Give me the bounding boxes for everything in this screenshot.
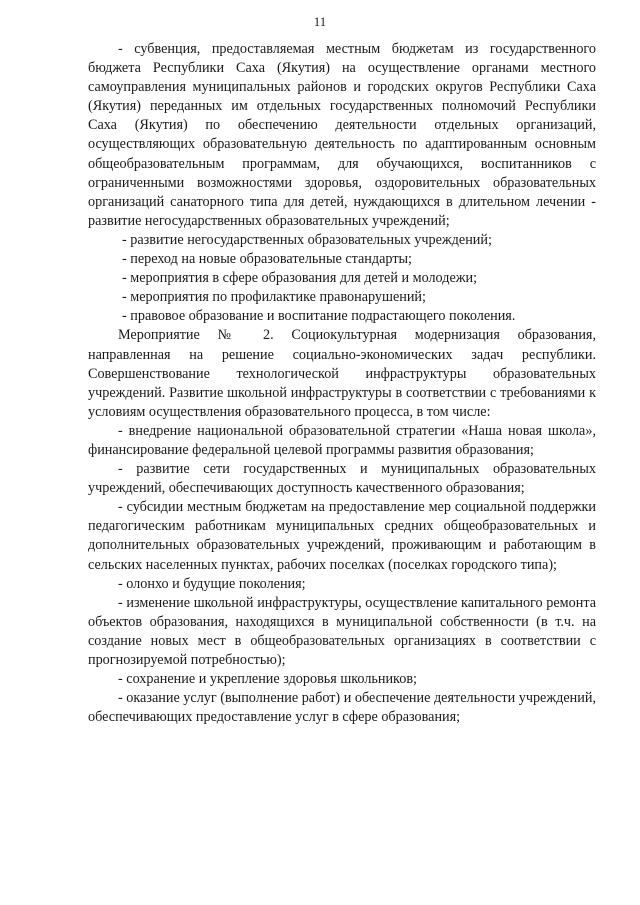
paragraph: - изменение школьной инфраструктуры, осуществление капитального ремонта объектов образования, находящихся в муниципальной собственности (в т.ч. на создание новых мест в общеобразовательных организациях в соответствии с прогнозируемой потребностью); (88, 594, 596, 668)
paragraph: - внедрение национальной образовательной стратегии «Наша новая школа», финансирование федеральной целевой программы развития образования; (88, 422, 596, 458)
list-item: - мероприятия по профилактике правонарушений; (122, 289, 426, 306)
paragraph: - сохранение и укрепление здоровья школьников; (118, 671, 417, 688)
paragraph: - оказание услуг (выполнение работ) и обеспечение деятельности учреждений, обеспечивающих предоставление услуг в сфере образования; (88, 690, 596, 726)
paragraph: - субсидии местным бюджетам на предоставление мер социальной поддержки педагогическим работникам муниципальных средних общеобразовательных и дополнительных образовательных учреждений, проживающим и работающим в сельских населенных пунктах, рабочих поселках (поселках городского типа); (88, 499, 596, 573)
list-item: - развитие негосударственных образовательных учреждений; (122, 231, 492, 248)
paragraph: - субвенция, предоставляемая местным бюджетам из государственного бюджета Республики Саха (Якутия) на осуществление органами местного самоуправления муниципальных районов и городских округов Республики Саха (Якутия) переданных им отдельных государственных полномочий Республики Саха (Якутия) по обеспечению деятельности отдельных организаций, осуществляющих образовательную деятельность по адаптированным основным общеобразовательным программам, для обучающихся, воспитанников с ограниченными возможностями здоровья, оздоровительных образовательных организаций санаторного типа для детей, нуждающихся в длительном лечении - развитие негосударственных образовательных учреждений; (88, 41, 596, 229)
list-item: - мероприятия в сфере образования для детей и молодежи; (122, 270, 478, 287)
paragraph: - олонхо и будущие поколения; (118, 575, 306, 592)
paragraph: Мероприятие № 2. Социокультурная модернизация образования, направленная на решение социально-экономических задач республики. Совершенствование технологической инфраструктуры образовательных учреждений. Развитие школьной инфраструктуры в соответствии с требованиями к условиям осуществления образовательного процесса, в том числе: (88, 327, 596, 420)
list-item: - правовое образование и воспитание подрастающего поколения. (122, 308, 516, 325)
list-item: - переход на новые образовательные стандарты; (122, 251, 412, 268)
document-body (88, 40, 596, 727)
paragraph: - развитие сети государственных и муниципальных образовательных учреждений, обеспечивающих доступность качественного образования; (88, 461, 596, 497)
page-number: 11 (313, 14, 327, 29)
